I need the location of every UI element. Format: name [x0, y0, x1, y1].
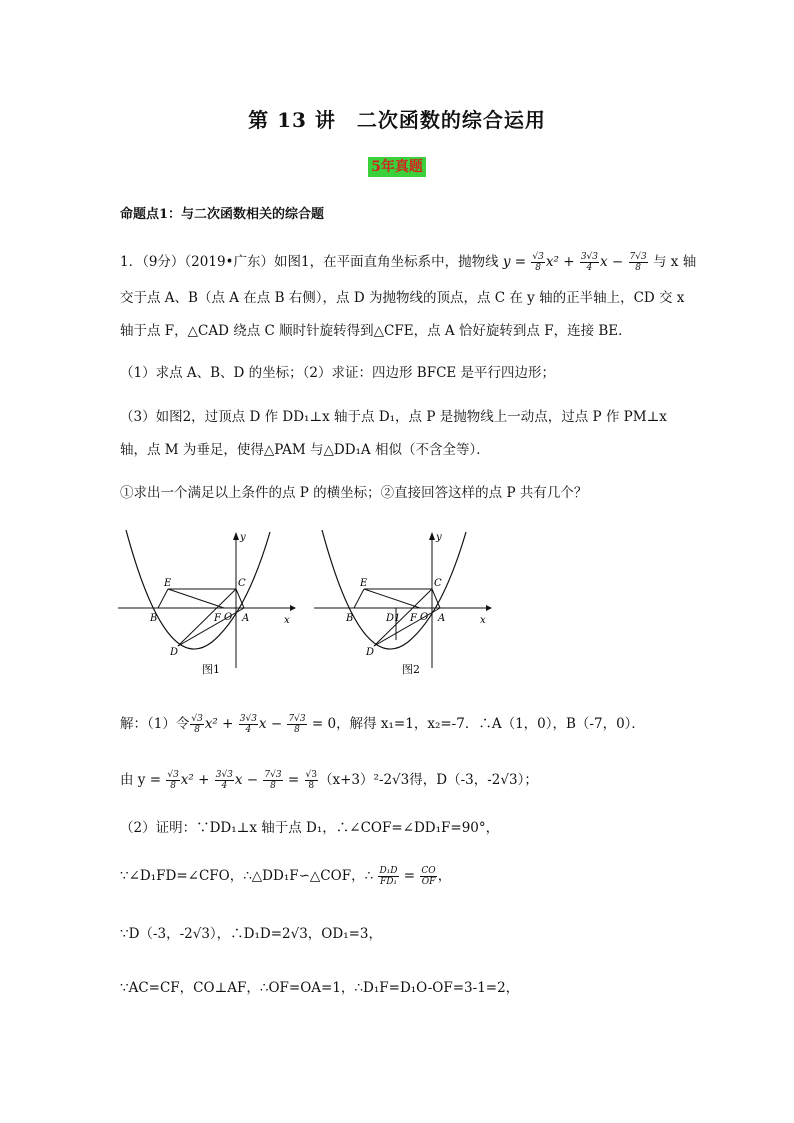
- solution-line-5: ∵D（-3，-2√3），∴D₁D=2√3，OD₁=3，: [120, 926, 383, 942]
- solution-line-6: ∵AC=CF，CO⊥AF，∴OF=OA=1，∴D₁F=D₁O-OF=3-1=2，: [120, 980, 520, 996]
- equation: $\frac{√3}{8}$ x² + $\frac{3√3}{4}$ x − $\frac{7√3}{8}$: [167, 770, 282, 791]
- problem-tail: 与 x 轴: [653, 254, 697, 270]
- frac: $\frac{CO}{OF}$: [421, 866, 436, 887]
- label-D: D: [366, 647, 375, 658]
- problem-line-2: 交于点 A、B（点 A 在点 B 右侧），点 D 为抛物线的顶点，点 C 在 y 轴的正半轴上，CD 交 x: [120, 290, 685, 306]
- problem-line-3: 轴于点 F，△CAD 绕点 C 顺时针旋转得到△CFE，点 A 恰好旋转到点 F，连接 BE．: [120, 323, 632, 339]
- solution-label: 解：（1）令: [120, 716, 190, 732]
- frac: $\frac{√3}{8}$: [532, 252, 544, 273]
- question-1-2: （1）求点 A、B、D 的坐标；（2）求证：四边形 BFCE 是平行四边形；: [120, 365, 556, 381]
- label-O: O: [420, 612, 429, 623]
- solution-line-1: [120, 714, 680, 735]
- label-D1: D1: [386, 613, 401, 624]
- label-y: y: [240, 532, 246, 543]
- equation: $\frac{√3}{8}$ x² + $\frac{3√3}{4}$ x − $\frac{7√3}{8}$: [191, 714, 306, 735]
- solution-text: ，: [437, 868, 452, 884]
- problem-line-1: [120, 252, 697, 273]
- frac: $\frac{7√3}{8}$: [264, 770, 282, 791]
- label-E: E: [164, 578, 172, 589]
- label-A: A: [438, 613, 446, 624]
- solution-text: ∵∠D₁FD=∠CFO，∴△DD₁F∽△COF，∴: [120, 868, 374, 884]
- frac: $\frac{√3}{8}$: [305, 770, 317, 791]
- label-B: B: [150, 613, 158, 624]
- badge-wrap: [0, 156, 794, 176]
- label-C: C: [434, 578, 442, 589]
- label-x: x: [480, 615, 486, 626]
- label-B: B: [346, 613, 354, 624]
- label-A: A: [242, 613, 250, 624]
- frac: $\frac{√3}{8}$: [191, 714, 203, 735]
- section-heading: 命题点1：与二次函数相关的综合题: [120, 207, 325, 222]
- figure-1-caption: 图1: [202, 663, 220, 676]
- solution-text: =: [287, 772, 300, 788]
- frac: $\frac{√3}{8}$: [167, 770, 179, 791]
- label-F: F: [410, 613, 417, 624]
- question-3a: （3）如图2，过顶点 D 作 DD₁⊥x 轴于点 D₁，点 P 是抛物线上一动点，过点 P 作 PM⊥x: [120, 409, 667, 425]
- solution-line-2: [120, 770, 680, 791]
- label-C: C: [238, 578, 246, 589]
- question-3c: ①求出一个满足以上条件的点 P 的横坐标；②直接回答这样的点 P 共有几个？: [120, 485, 588, 501]
- figure-2-caption: 图2: [402, 663, 420, 676]
- section-badge: 5年真题: [368, 157, 426, 177]
- label-y: y: [436, 532, 442, 543]
- figure-1: [118, 528, 298, 678]
- label-F: F: [214, 613, 221, 624]
- problem-intro: 1．（9分）（2019•广东）如图1，在平面直角坐标系中，抛物线: [120, 254, 499, 270]
- label-E: E: [360, 578, 368, 589]
- figure-2: [314, 528, 494, 678]
- frac: $\frac{7√3}{8}$: [629, 252, 647, 273]
- frac: $\frac{\text{D₁D}}{\text{FD₁}}$: [379, 866, 398, 887]
- solution-text: （x+3）²-2√3得，D（-3，-2√3）；: [318, 772, 538, 788]
- frac: $\frac{3√3}{4}$: [580, 252, 598, 273]
- frac: $\frac{3√3}{4}$: [215, 770, 233, 791]
- question-3b: 轴，点 M 为垂足，使得△PAM 与△DD₁A 相似（不含全等）．: [120, 442, 490, 458]
- solution-text: 由 y =: [120, 772, 162, 788]
- solution-line-4: ∵∠D₁FD=∠CFO，∴△DD₁F∽△COF，∴ $\frac{\text{D₁D}}{\text{FD₁}}$ = $\frac{CO}{OF}$ ，: [120, 866, 452, 887]
- label-x: x: [284, 615, 290, 626]
- label-O: O: [224, 612, 233, 623]
- label-D: D: [170, 647, 179, 658]
- frac: $\frac{7√3}{8}$: [288, 714, 306, 735]
- solution-line-3: （2）证明：∵DD₁⊥x 轴于点 D₁，∴∠COF=∠DD₁F=90°，: [120, 820, 500, 836]
- solution-text: = 0，解得 x₁=1，x₂=-7．∴A（1，0），B（-7，0）．: [311, 716, 645, 732]
- parabola-equation: y = $\frac{√3}{8}$ x² + $\frac{3√3}{4}$ x − $\frac{7√3}{8}$: [502, 252, 647, 273]
- frac: $\frac{3√3}{4}$: [239, 714, 257, 735]
- page-title: 第 13 讲 二次函数的综合运用: [248, 108, 546, 132]
